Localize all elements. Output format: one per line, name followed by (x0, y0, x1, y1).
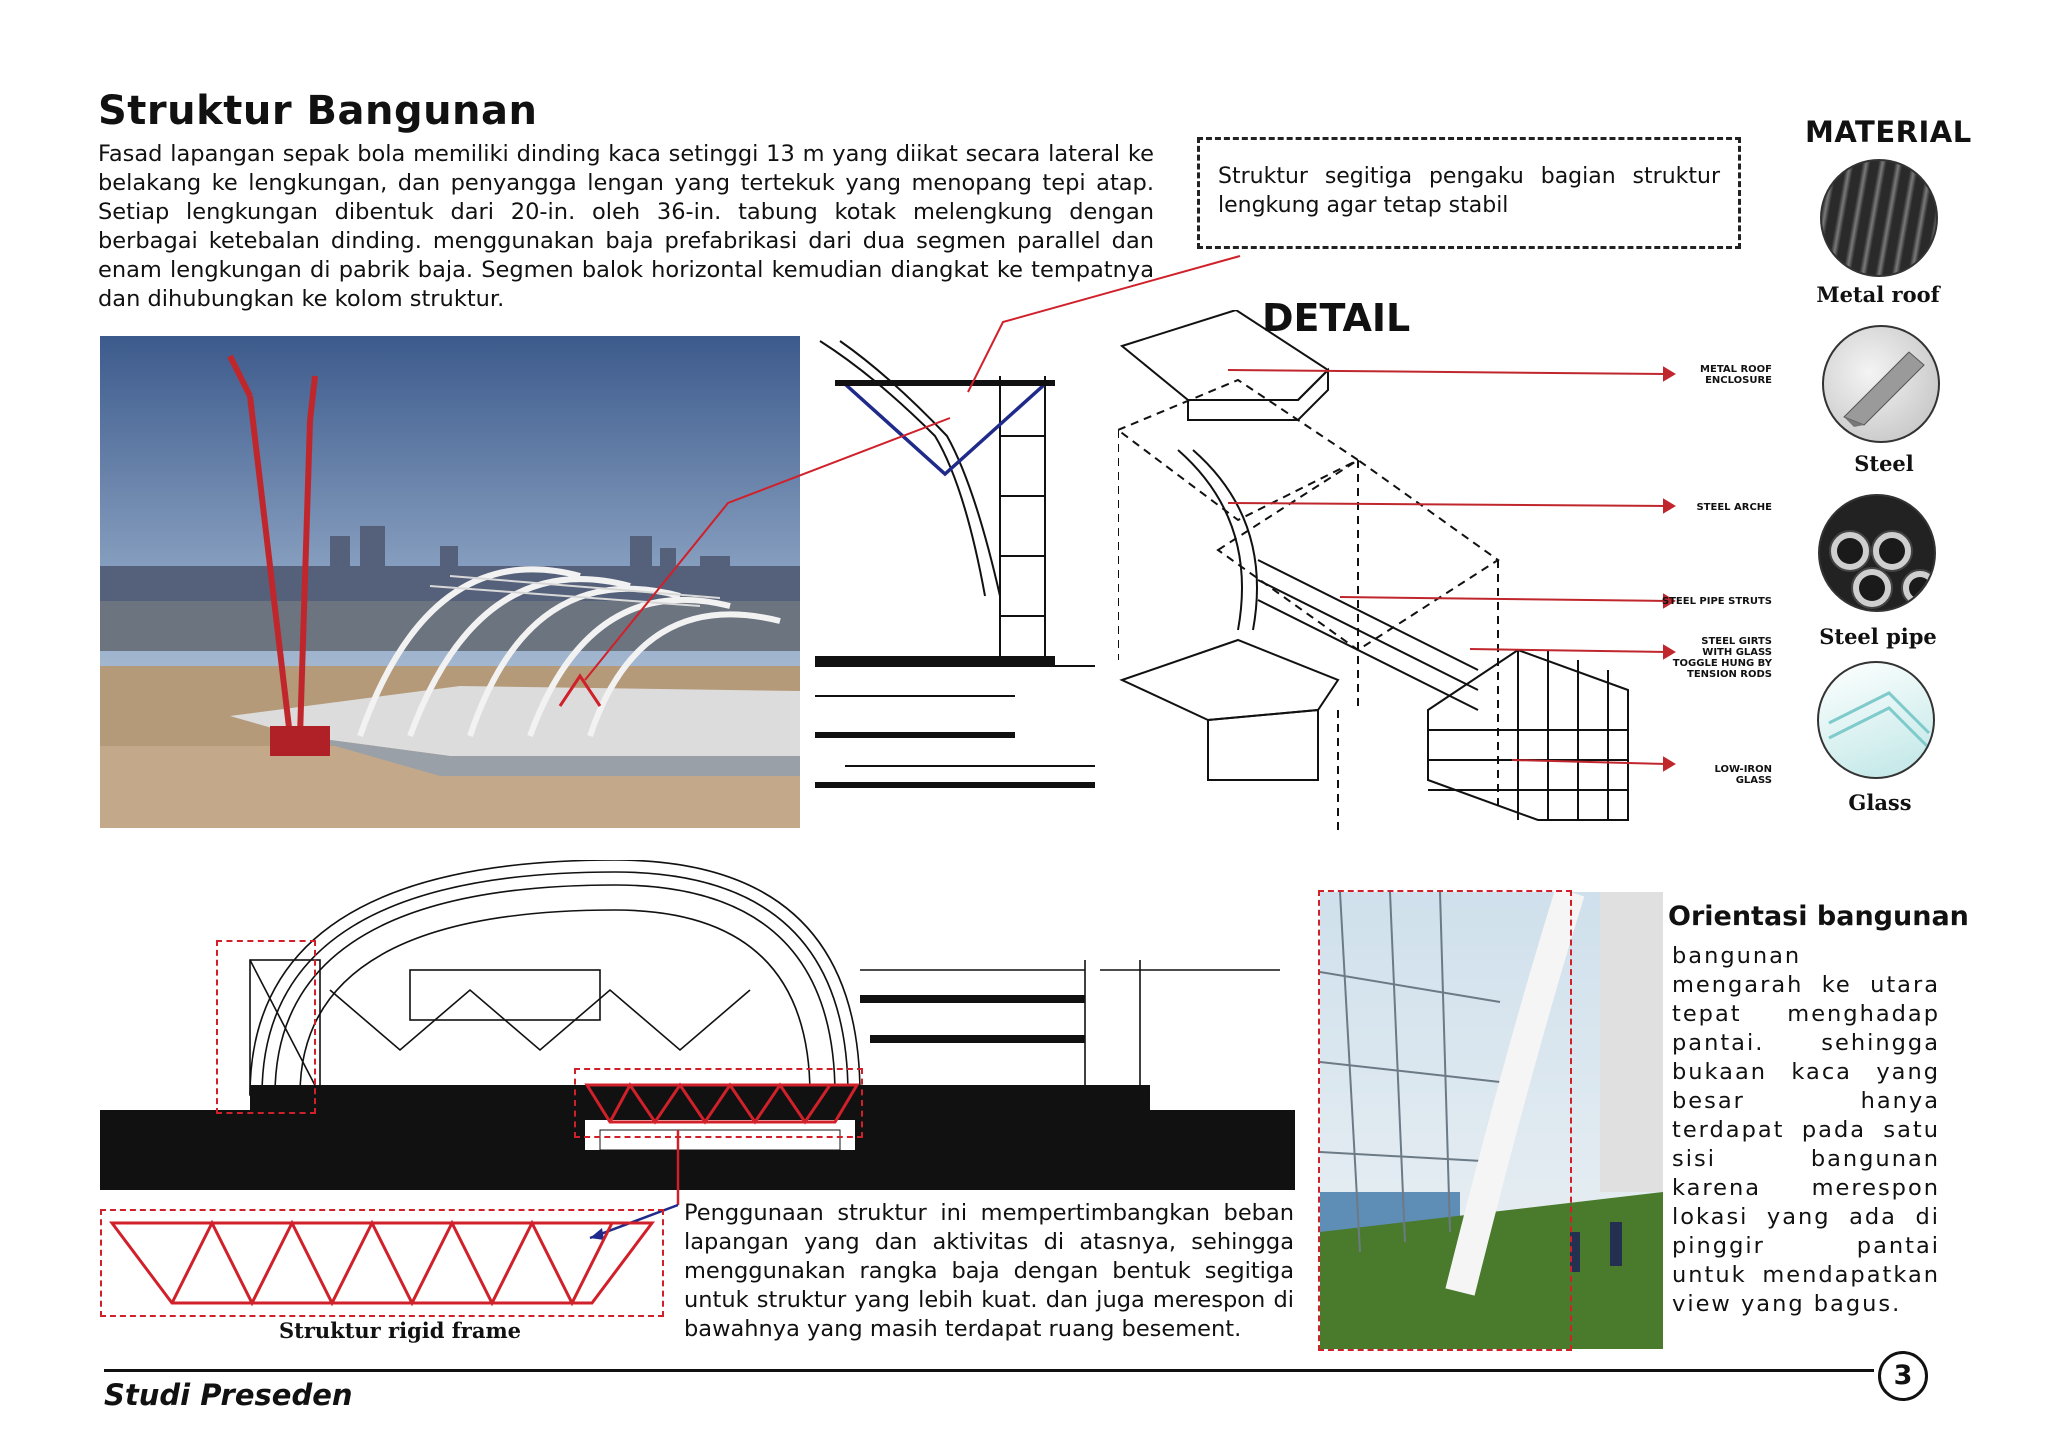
material-label: Glass (1848, 790, 1912, 815)
truss-enlarged (100, 1209, 664, 1317)
footer-section-title: Studi Preseden (104, 1378, 353, 1412)
label-steel-pipe-struts: STEEL PIPE STRUTS (1661, 596, 1772, 607)
highlight-interior (1318, 890, 1572, 1351)
label-metal-roof-enclosure: METAL ROOF ENCLOSURE (1700, 364, 1772, 386)
material-label: Steel pipe (1819, 624, 1937, 649)
truss-caption: Struktur rigid frame (278, 1318, 522, 1343)
intro-paragraph: Fasad lapangan sepak bola memiliki dinding kaca setinggi 13 m yang diikat secara lateral ke belakang ke lengkungan, dan penyangga lengan yang tertekuk yang menopang tepi atap. Setiap lengkungan dibentuk dari 20-in. oleh 36-in. tabung kotak melengkung dengan berbagai ketebalan dinding. menggunakan baja prefabrikasi dari dua segmen parallel dan enam lengkungan di pabrik baja. Segmen balok horizontal kemudian diangkat ke tempatnya dan dihubungkan ke kolom struktur. (98, 141, 1154, 312)
material-title: MATERIAL (1805, 115, 1972, 149)
callout-text: Struktur segitiga pengaku bagian struktur lengkung agar tetap stabil (1218, 164, 1720, 218)
glass-sheet-icon (1817, 661, 1935, 779)
footer-rule (104, 1369, 1874, 1372)
steel-pipe-icon (1818, 494, 1936, 612)
orientation-title: Orientasi bangunan (1668, 901, 1969, 932)
truss-description: Penggunaan struktur ini mempertimbangkan beban lapangan yang dan aktivitas di atasnya, sehingga menggunakan rangka baja dengan bentuk segitiga untuk struktur yang lebih kuat. dan juga merespon di bawahnya yang masih terdapat ruang besement. (684, 1200, 1294, 1342)
material-label: Steel (1854, 451, 1914, 476)
label-steel-arche: STEEL ARCHE (1696, 502, 1772, 513)
page-title: Struktur Bangunan (98, 88, 538, 134)
metal-roof-icon (1820, 159, 1938, 277)
highlight-left-block (216, 940, 316, 1114)
label-low-iron-glass: LOW-IRON GLASS (1714, 764, 1772, 786)
material-label: Metal roof (1816, 282, 1940, 307)
page-number: 3 (1878, 1351, 1928, 1401)
label-steel-girts: STEEL GIRTS WITH GLASS TOGGLE HUNG BY TENSION RODS (1672, 636, 1772, 680)
detail-title: DETAIL (1262, 296, 1411, 340)
orientation-text: bangunan mengarah ke utara tepat menghadap pantai. sehingga bukaan kaca yang besar hanya terdapat pada satu sisi bangunan karena merespon lokasi yang ada di pinggir pantai untuk mendapatkan view yang bagus. (1672, 943, 1940, 1317)
detail-leaders (1200, 360, 1680, 780)
steel-beam-icon (1822, 325, 1940, 443)
highlight-truss (574, 1068, 863, 1138)
